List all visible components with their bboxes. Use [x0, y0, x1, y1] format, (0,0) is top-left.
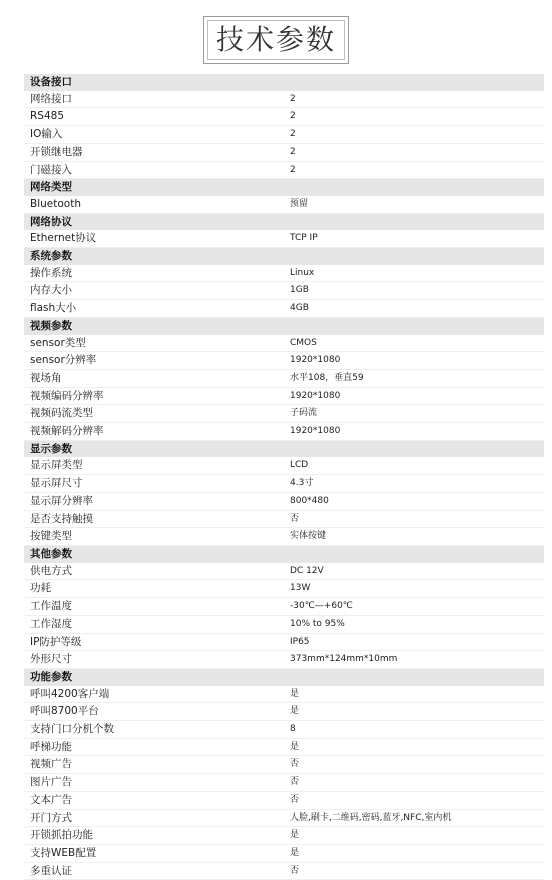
table-row [24, 300, 544, 318]
param-name: 功耗 [24, 580, 284, 598]
table-row [24, 161, 544, 179]
param-name: 工作湿度 [24, 615, 284, 633]
param-value: 人脸,刷卡,二维码,密码,蓝牙,NFC,室内机 [284, 809, 544, 827]
param-value: 实体按键 [284, 528, 544, 546]
table-row [24, 423, 544, 441]
table-row [24, 827, 544, 845]
table-row [24, 528, 544, 546]
section-title: 网络类型 [24, 179, 544, 196]
param-name: 开门方式 [24, 809, 284, 827]
section-header [24, 545, 544, 562]
table-row [24, 108, 544, 126]
param-value: 4.3寸 [284, 475, 544, 493]
param-value: 预留 [284, 196, 544, 213]
param-name: 网络接口 [24, 91, 284, 108]
section-header [24, 248, 544, 265]
param-name: 显示屏尺寸 [24, 475, 284, 493]
param-name: 图片广告 [24, 774, 284, 792]
table-row [24, 282, 544, 300]
section-title: 网络协议 [24, 213, 544, 230]
table-row [24, 791, 544, 809]
section-header [24, 213, 544, 230]
param-name: flash大小 [24, 300, 284, 318]
section-title: 视频参数 [24, 317, 544, 334]
param-name: 呼叫4200客户端 [24, 686, 284, 703]
param-value: 8 [284, 721, 544, 739]
param-name: 视频解码分辨率 [24, 423, 284, 441]
spec-table-body [24, 74, 544, 880]
param-name: sensor分辨率 [24, 352, 284, 370]
table-row [24, 703, 544, 721]
param-value: 4GB [284, 300, 544, 318]
param-value: 2 [284, 143, 544, 161]
param-name: IP防护等级 [24, 633, 284, 651]
param-value: 800*480 [284, 492, 544, 510]
section-title: 设备接口 [24, 74, 544, 91]
param-value: 13W [284, 580, 544, 598]
param-name: 按键类型 [24, 528, 284, 546]
table-row [24, 756, 544, 774]
param-value: 1920*1080 [284, 352, 544, 370]
table-row [24, 510, 544, 528]
section-header [24, 440, 544, 457]
table-row [24, 387, 544, 405]
param-value: 是 [284, 686, 544, 703]
param-value: 10% to 95% [284, 615, 544, 633]
section-header [24, 74, 544, 91]
table-row [24, 265, 544, 282]
param-name: 开锁抓拍功能 [24, 827, 284, 845]
table-row [24, 196, 544, 213]
param-value: 1920*1080 [284, 423, 544, 441]
param-value: 2 [284, 126, 544, 144]
param-value: 否 [284, 862, 544, 880]
table-row [24, 862, 544, 880]
param-name: 操作系统 [24, 265, 284, 282]
table-row [24, 352, 544, 370]
param-value: 373mm*124mm*10mm [284, 651, 544, 669]
param-value: 1GB [284, 282, 544, 300]
param-name: 外形尺寸 [24, 651, 284, 669]
param-value: 水平108，垂直59 [284, 369, 544, 387]
table-row [24, 844, 544, 862]
param-name: 支持门口分机个数 [24, 721, 284, 739]
param-name: 门磁接入 [24, 161, 284, 179]
param-name: Ethernet协议 [24, 230, 284, 247]
param-value: DC 12V [284, 563, 544, 580]
table-row [24, 457, 544, 474]
param-value: CMOS [284, 335, 544, 352]
table-row [24, 126, 544, 144]
param-value: 否 [284, 774, 544, 792]
table-row [24, 651, 544, 669]
param-name: 显示屏类型 [24, 457, 284, 474]
section-title: 显示参数 [24, 440, 544, 457]
param-name: 呼梯功能 [24, 738, 284, 756]
param-name: 内存大小 [24, 282, 284, 300]
param-value: 1920*1080 [284, 387, 544, 405]
table-row [24, 91, 544, 108]
table-row [24, 615, 544, 633]
table-row [24, 492, 544, 510]
table-row [24, 143, 544, 161]
param-name: 视频编码分辨率 [24, 387, 284, 405]
param-value: 2 [284, 108, 544, 126]
param-name: 呼叫8700平台 [24, 703, 284, 721]
param-name: 供电方式 [24, 563, 284, 580]
section-title: 其他参数 [24, 545, 544, 562]
param-name: 文本广告 [24, 791, 284, 809]
table-row [24, 774, 544, 792]
section-title: 功能参数 [24, 668, 544, 685]
table-row [24, 335, 544, 352]
param-value: 是 [284, 703, 544, 721]
param-name: 视场角 [24, 369, 284, 387]
table-row [24, 563, 544, 580]
table-row [24, 230, 544, 247]
param-value: 是 [284, 827, 544, 845]
param-value: 是 [284, 844, 544, 862]
param-value: 否 [284, 791, 544, 809]
param-value: LCD [284, 457, 544, 474]
param-value: 否 [284, 756, 544, 774]
param-value: -30℃—+60℃ [284, 598, 544, 616]
param-name: 开锁继电器 [24, 143, 284, 161]
param-name: 支持WEB配置 [24, 844, 284, 862]
param-value: TCP IP [284, 230, 544, 247]
param-value: Linux [284, 265, 544, 282]
param-value: 2 [284, 161, 544, 179]
section-header [24, 317, 544, 334]
table-row [24, 686, 544, 703]
table-row [24, 598, 544, 616]
table-row [24, 809, 544, 827]
section-header [24, 179, 544, 196]
table-row [24, 633, 544, 651]
table-row [24, 475, 544, 493]
param-name: IO输入 [24, 126, 284, 144]
param-name: RS485 [24, 108, 284, 126]
param-name: 显示屏分辨率 [24, 492, 284, 510]
param-value: 子码流 [284, 405, 544, 423]
param-name: 工作温度 [24, 598, 284, 616]
param-name: Bluetooth [24, 196, 284, 213]
param-value: 否 [284, 510, 544, 528]
table-row [24, 580, 544, 598]
table-row [24, 405, 544, 423]
param-name: 视频码流类型 [24, 405, 284, 423]
page-title: 技术参数 [203, 16, 349, 64]
section-title: 系统参数 [24, 248, 544, 265]
table-row [24, 721, 544, 739]
param-name: sensor类型 [24, 335, 284, 352]
param-name: 是否支持触摸 [24, 510, 284, 528]
table-row [24, 369, 544, 387]
title-area [0, 16, 552, 64]
table-row [24, 738, 544, 756]
param-value: 2 [284, 91, 544, 108]
param-name: 视频广告 [24, 756, 284, 774]
param-name: 多重认证 [24, 862, 284, 880]
param-value: IP65 [284, 633, 544, 651]
spec-table [24, 74, 544, 880]
param-value: 是 [284, 738, 544, 756]
section-header [24, 668, 544, 685]
